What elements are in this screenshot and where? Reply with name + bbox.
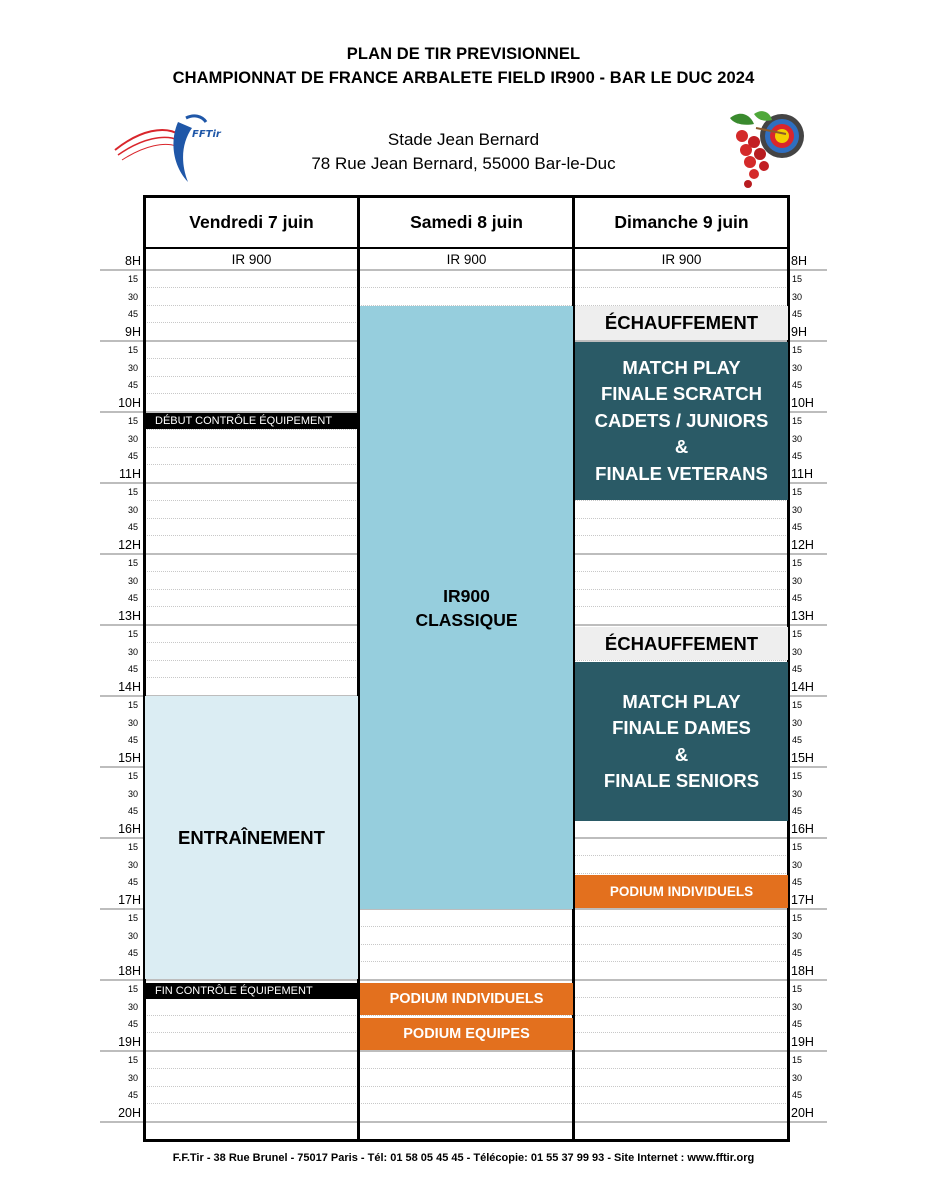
hour-label-left: 15H: [118, 751, 141, 765]
event-line: FINALE SCRATCH: [600, 383, 762, 405]
sunday-warmup-2: ÉCHAUFFEMENT: [575, 627, 788, 660]
hour-label-right: 15H: [791, 751, 814, 765]
day-header-sunday: Dimanche 9 juin: [614, 212, 749, 232]
quarter-label-right: 30: [792, 291, 803, 302]
quarter-label-left: 15: [127, 841, 138, 852]
quarter-label-left: 15: [127, 699, 138, 710]
hour-label-right: 8H: [791, 254, 807, 268]
saturday-podium-team: PODIUM EQUIPES: [360, 1018, 573, 1050]
row-border: [143, 1139, 790, 1142]
quarter-label-right: 30: [792, 859, 803, 870]
quarter-label-left: 30: [127, 646, 138, 657]
quarter-label-left: 30: [127, 717, 138, 728]
hour-line: [100, 979, 827, 981]
quarter-label-right: 45: [792, 380, 803, 391]
quarter-label-left: 45: [127, 1090, 138, 1101]
event-line: FINALE SENIORS: [603, 770, 760, 791]
quarter-line: [145, 1103, 788, 1104]
quarter-label-right: 45: [792, 593, 803, 604]
quarter-label-right: 45: [792, 877, 803, 888]
quarter-label-left: 30: [127, 362, 138, 373]
quarter-label-left: 45: [127, 451, 138, 462]
quarter-label-right: 45: [792, 309, 803, 320]
quarter-label-left: 30: [127, 1072, 138, 1083]
event-line: MATCH PLAY: [622, 690, 741, 712]
discipline-sunday: IR 900: [661, 252, 702, 267]
hour-label-left: 11H: [118, 467, 141, 481]
quarter-label-right: 15: [792, 1054, 803, 1065]
sunday-match-play-2: [575, 662, 788, 821]
discipline-saturday: IR 900: [446, 252, 487, 267]
venue-name: Stade Jean Bernard: [387, 130, 540, 149]
quarter-label-right: 45: [792, 735, 803, 746]
quarter-label-right: 30: [792, 504, 803, 515]
hour-label-right: 10H: [791, 396, 814, 410]
sunday-podium-individual: PODIUM INDIVIDUELS: [575, 875, 788, 908]
quarter-label-left: 15: [127, 344, 138, 355]
hour-label-left: 17H: [118, 893, 141, 907]
event-line: MATCH PLAY: [622, 356, 741, 378]
footer-contact: F.F.Tir - 38 Rue Brunel - 75017 Paris - Tél: 01 58 05 45 45 - Télécopie: 01 55 37 99 93 - Site Internet : www.fftir.org: [172, 1152, 755, 1164]
quarter-label-left: 45: [127, 948, 138, 959]
quarter-label-left: 45: [127, 877, 138, 888]
logo-text: FFTir: [192, 129, 221, 140]
quarter-label-left: 15: [127, 486, 138, 497]
hour-label-right: 19H: [791, 1035, 814, 1049]
hour-label-right: 16H: [791, 822, 814, 836]
quarter-label-right: 15: [792, 344, 803, 355]
quarter-label-right: 15: [792, 770, 803, 781]
hour-label-left: 12H: [118, 538, 141, 552]
hour-label-left: 10H: [118, 396, 141, 410]
quarter-label-right: 15: [792, 557, 803, 568]
sunday-match-play-1: [575, 342, 788, 500]
hour-label-right: 12H: [791, 538, 814, 552]
friday-start-check: DÉBUT CONTRÔLE ÉQUIPEMENT: [145, 413, 358, 429]
hour-label-right: 18H: [791, 964, 814, 978]
quarter-label-left: 30: [127, 788, 138, 799]
quarter-label-right: 15: [792, 415, 803, 426]
hour-label-right: 13H: [791, 609, 814, 623]
hour-label-left: 16H: [118, 822, 141, 836]
quarter-label-left: 15: [127, 628, 138, 639]
hour-label-left: 20H: [118, 1106, 141, 1120]
hour-label-right: 17H: [791, 893, 814, 907]
quarter-label-left: 15: [127, 983, 138, 994]
quarter-label-right: 30: [792, 362, 803, 373]
quarter-label-left: 15: [127, 415, 138, 426]
hour-label-left: 19H: [118, 1035, 141, 1049]
quarter-label-left: 45: [127, 664, 138, 675]
quarter-label-right: 45: [792, 948, 803, 959]
quarter-label-left: 30: [127, 291, 138, 302]
hour-label-right: 11H: [791, 467, 814, 481]
quarter-label-left: 30: [127, 504, 138, 515]
quarter-line: [145, 287, 788, 288]
quarter-label-right: 30: [792, 646, 803, 657]
quarter-label-right: 30: [792, 717, 803, 728]
quarter-label-right: 15: [792, 912, 803, 923]
quarter-label-left: 45: [127, 806, 138, 817]
quarter-label-left: 45: [127, 309, 138, 320]
quarter-label-left: 30: [127, 859, 138, 870]
discipline-friday: IR 900: [231, 252, 272, 267]
quarter-label-right: 30: [792, 433, 803, 444]
quarter-line: [145, 1068, 788, 1069]
hour-label-left: 13H: [118, 609, 141, 623]
day-header-friday: Vendredi 7 juin: [189, 212, 314, 232]
day-header-saturday: Samedi 8 juin: [410, 212, 523, 232]
quarter-label-right: 15: [792, 486, 803, 497]
quarter-label-left: 30: [127, 433, 138, 444]
saturday-main-line2: CLASSIQUE: [415, 609, 518, 630]
quarter-label-left: 45: [127, 1019, 138, 1030]
quarter-label-left: 15: [127, 912, 138, 923]
quarter-label-right: 45: [792, 1019, 803, 1030]
event-line: CADETS / JUNIORS: [594, 409, 769, 431]
event-line: &: [674, 436, 689, 458]
quarter-label-left: 15: [127, 557, 138, 568]
quarter-label-right: 45: [792, 522, 803, 533]
quarter-label-left: 45: [127, 380, 138, 391]
quarter-label-right: 45: [792, 1090, 803, 1101]
column-border: [143, 195, 146, 1141]
quarter-label-left: 15: [127, 770, 138, 781]
quarter-label-right: 15: [792, 628, 803, 639]
event-line: FINALE VETERANS: [595, 462, 768, 484]
page-title: PLAN DE TIR PREVISIONNEL: [346, 45, 581, 63]
friday-training: ENTRAÎNEMENT: [145, 696, 358, 979]
quarter-label-right: 45: [792, 451, 803, 462]
hour-line: [100, 1121, 827, 1123]
friday-end-check: FIN CONTRÔLE ÉQUIPEMENT: [145, 983, 358, 999]
quarter-label-right: 30: [792, 1001, 803, 1012]
hour-label-right: 20H: [791, 1106, 814, 1120]
page-subtitle: CHAMPIONNAT DE FRANCE ARBALETE FIELD IR900 - BAR LE DUC 2024: [172, 69, 755, 87]
hour-line: [100, 1050, 827, 1052]
quarter-label-right: 15: [792, 841, 803, 852]
quarter-label-left: 15: [127, 273, 138, 284]
quarter-label-right: 45: [792, 806, 803, 817]
quarter-line: [145, 1086, 788, 1087]
sunday-warmup-1: ÉCHAUFFEMENT: [575, 306, 788, 340]
saturday-main-line1: IR900: [443, 585, 490, 606]
quarter-label-left: 45: [127, 593, 138, 604]
event-line: FINALE DAMES: [612, 717, 751, 738]
venue-address: 78 Rue Jean Bernard, 55000 Bar-le-Duc: [311, 154, 616, 173]
quarter-label-right: 15: [792, 983, 803, 994]
quarter-label-left: 15: [127, 1054, 138, 1065]
hour-label-left: 8H: [125, 254, 141, 268]
quarter-label-right: 45: [792, 664, 803, 675]
quarter-label-right: 15: [792, 699, 803, 710]
saturday-main-session: [360, 306, 573, 909]
hour-label-right: 9H: [791, 325, 807, 339]
hour-label-left: 14H: [118, 680, 141, 694]
quarter-label-right: 15: [792, 273, 803, 284]
hour-label-left: 18H: [118, 964, 141, 978]
quarter-label-left: 30: [127, 1001, 138, 1012]
quarter-label-right: 30: [792, 1072, 803, 1083]
quarter-label-right: 30: [792, 930, 803, 941]
event-line: &: [674, 743, 689, 765]
quarter-label-right: 30: [792, 575, 803, 586]
quarter-label-left: 45: [127, 735, 138, 746]
quarter-label-left: 45: [127, 522, 138, 533]
quarter-label-right: 30: [792, 788, 803, 799]
saturday-podium-individual: PODIUM INDIVIDUELS: [360, 983, 573, 1015]
quarter-label-left: 30: [127, 575, 138, 586]
hour-label-left: 9H: [125, 325, 141, 339]
hour-label-right: 14H: [791, 680, 814, 694]
quarter-label-left: 30: [127, 930, 138, 941]
